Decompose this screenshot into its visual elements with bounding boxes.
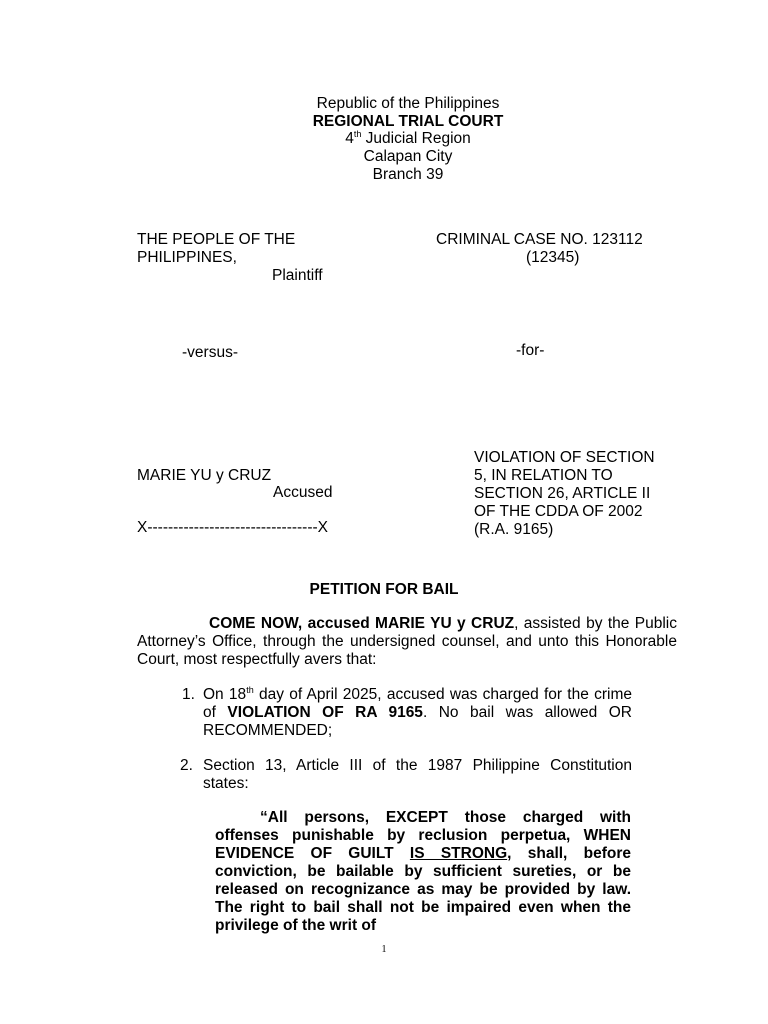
constitution-quote: “All persons, EXCEPT those charged with offenses punishable by reclusion perpetua, WHEN EVIDENCE OF GUILT IS STRONG, shall, before conviction, be bailable by sufficient sureties, or be released on recognizance as may be provided by law. The right to bail shall not be impaired even when the privilege of the writ of [215, 809, 632, 934]
plaintiff-name-line1: THE PEOPLE OF THE [137, 231, 296, 248]
item-1-number: 1. [182, 686, 195, 703]
for-label: -for- [516, 342, 545, 359]
versus-label: -versus- [182, 344, 238, 361]
violation-line-1: VIOLATION OF SECTION [474, 449, 655, 466]
caption-separator: X---------------------------------X [137, 519, 329, 536]
plaintiff-name-line2: PHILIPPINES, [137, 249, 237, 266]
violation-line-4: OF THE CDDA OF 2002 [474, 503, 643, 520]
item-2-text: Section 13, Article III of the 1987 Philippine Constitution states: [203, 757, 632, 792]
violation-line-3: SECTION 26, ARTICLE II [474, 485, 651, 502]
page-number: 1 [381, 944, 387, 955]
accused-role: Accused [273, 484, 333, 501]
intro-paragraph: COME NOW, accused MARIE YU y CRUZ, assisted by the Public Attorney’s Office, through the undersigned counsel, and unto this Honorable Court, most respectfully avers that: [137, 615, 677, 668]
accused-name: MARIE YU y CRUZ [137, 467, 272, 484]
case-number: CRIMINAL CASE NO. 123112 [436, 231, 643, 248]
item-2-number: 2. [180, 757, 193, 774]
petition-title: PETITION FOR BAIL [309, 581, 459, 598]
city-line: Calapan City [363, 148, 453, 165]
violation-line-5: (R.A. 9165) [474, 521, 554, 538]
republic-line: Republic of the Philippines [316, 95, 500, 112]
court-name: REGIONAL TRIAL COURT [312, 113, 504, 130]
item-1-text: On 18th day of April 2025, accused was charged for the crime of VIOLATION OF RA 9165. No bail was allowed OR RECOMMENDED; [203, 684, 632, 739]
branch-line: Branch 39 [372, 166, 444, 183]
judicial-region: 4th Judicial Region [345, 128, 471, 147]
plaintiff-role: Plaintiff [272, 267, 323, 284]
violation-line-2: 5, IN RELATION TO [474, 467, 613, 484]
case-number-sub: (12345) [526, 249, 580, 266]
